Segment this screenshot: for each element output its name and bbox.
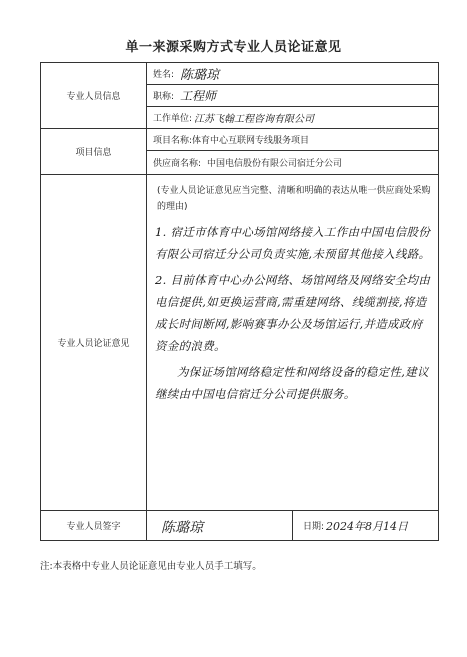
supplier-row — [147, 151, 439, 175]
employer-row — [147, 107, 439, 129]
date-label: 日期: — [303, 522, 325, 532]
justification-form — [40, 62, 439, 541]
supplier-value: 中国电信股份有限公司宿迁分公司 — [207, 159, 343, 169]
opinion-paragraph: 1. 宿迁市体育中心场馆网络接入工作由中国电信股份有限公司宿迁分公司负责实施,未预留其他接入线路。 — [155, 225, 431, 261]
footnote: 注:本表格中专业人员论证意见由专业人员手工填写。 — [40, 561, 262, 572]
title-label: 职称: — [153, 92, 175, 102]
date-cell — [293, 511, 439, 541]
supplier-label: 供应商名称: — [153, 159, 202, 169]
employer-value: 江苏飞翰工程咨询有限公司 — [194, 114, 315, 125]
document-title: 单一来源采购方式专业人员论证意见 — [125, 40, 342, 55]
title-row — [147, 85, 439, 107]
signature-cell — [147, 511, 293, 541]
project-name-row — [147, 129, 439, 151]
employer-label: 工作单位: — [153, 114, 193, 124]
signature-label: 专业人员签字 — [41, 511, 147, 541]
opinion-section-label: 专业人员论证意见 — [41, 175, 147, 511]
name-label: 姓名: — [153, 70, 175, 80]
name-value: 陈璐琼 — [180, 68, 220, 83]
personnel-section-label: 专业人员信息 — [41, 63, 147, 129]
project-name-value: 体育中心互联网专线服务项目 — [192, 136, 310, 146]
project-name-label: 项目名称: — [153, 136, 193, 146]
opinion-cell — [147, 175, 439, 511]
opinion-instruction: (专业人员论证意见应当完整、清晰和明确的表达从唯一供应商处采购的理由) — [157, 186, 431, 212]
opinion-paragraph: 为保证场馆网络稳定性和网络设备的稳定性,建议继续由中国电信宿迁分公司提供服务。 — [155, 365, 429, 401]
opinion-paragraph: 2. 目前体育中心办公网络、场馆网络及网络安全均由电信提供,如更换运营商,需重建网络、线缆割接,将造成长时间断网,影响赛事办公及场馆运行,并造成政府资金的浪费。 — [155, 273, 431, 353]
project-section-label: 项目信息 — [41, 129, 147, 175]
opinion-text — [147, 215, 438, 405]
name-row — [147, 63, 439, 85]
title-value: 工程师 — [180, 89, 217, 103]
date-value: 2024年8月14日 — [326, 519, 409, 533]
signature-value: 陈璐琼 — [161, 520, 203, 536]
